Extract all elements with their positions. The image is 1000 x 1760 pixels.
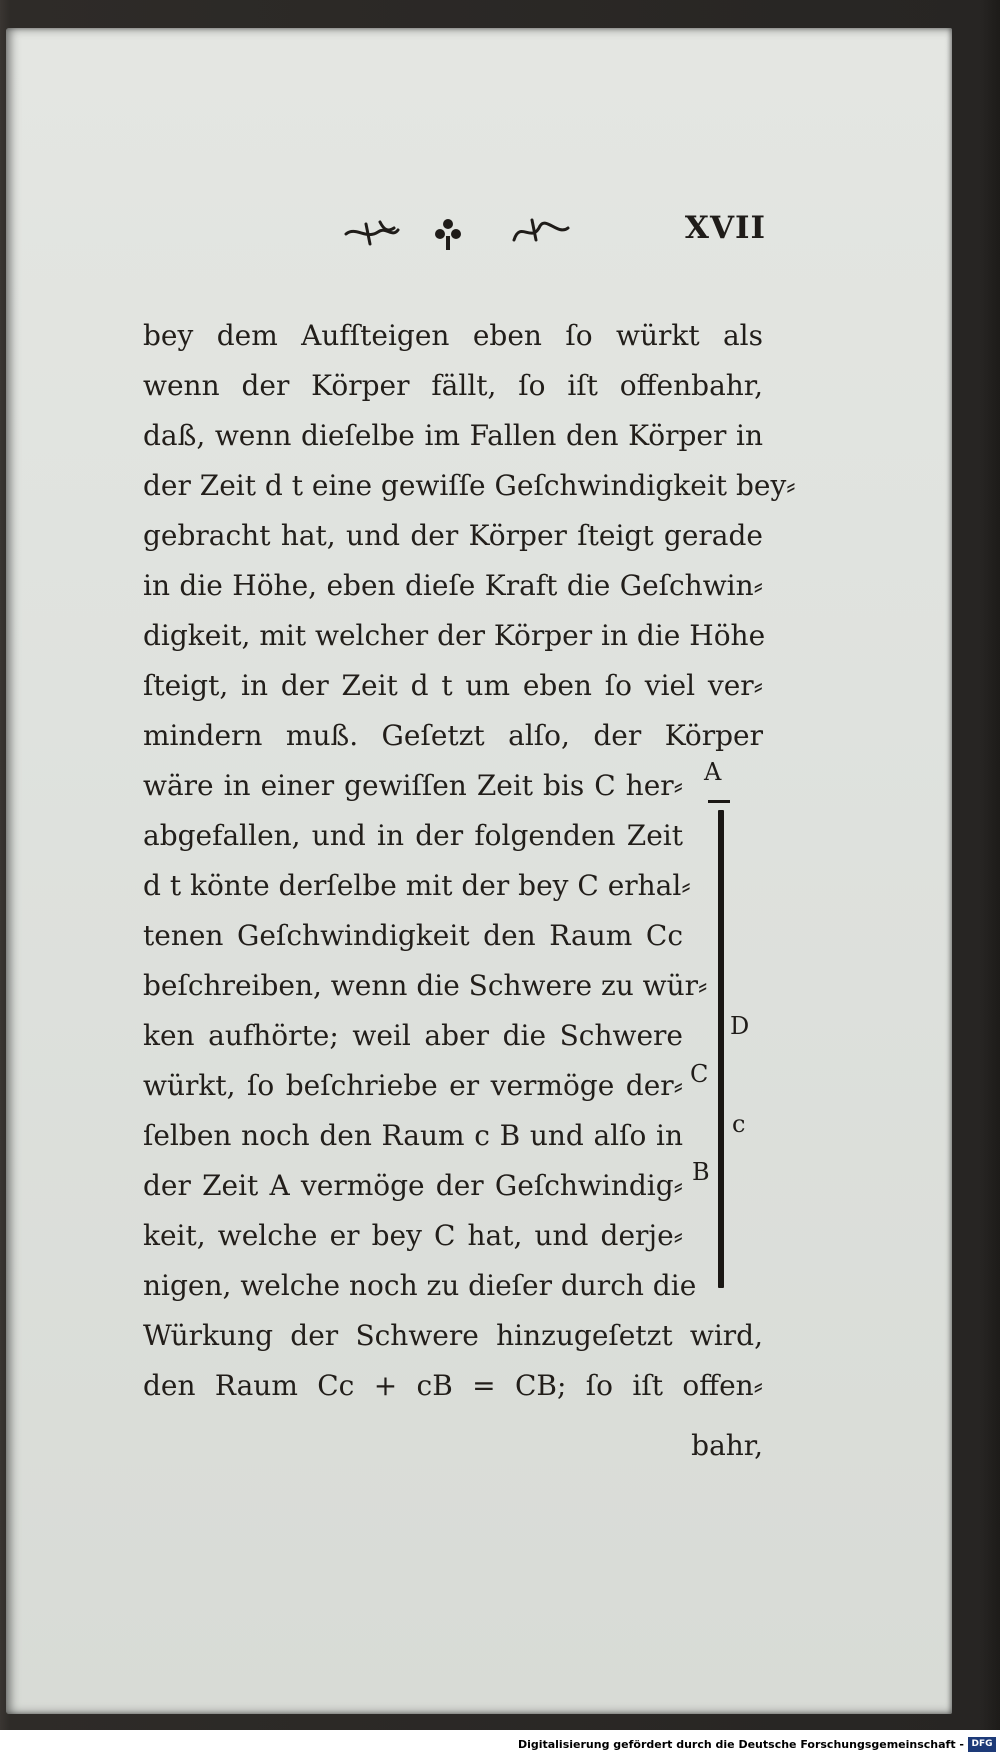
text-line: keit, welche er bey C hat, und derje⸗	[143, 1219, 683, 1252]
text-line: mindern muß. Geſetzt alſo, der Körper	[143, 719, 763, 752]
text-line: würkt, ſo beſchriebe er vermöge der⸗	[143, 1069, 683, 1102]
label-a: A	[704, 758, 722, 786]
label-c-lower: c	[732, 1110, 746, 1138]
page-header	[336, 206, 766, 262]
text-line: tenen Geſchwindigkeit den Raum Cc	[143, 919, 683, 952]
catchword: bahr,	[691, 1429, 763, 1462]
text-line: wenn der Körper fällt, ſo iſt offenbahr,	[143, 369, 763, 402]
text-line: in die Höhe, eben dieſe Kraft die Geſchwin⸗	[143, 569, 763, 602]
dfg-logo: DFG	[968, 1737, 996, 1752]
text-line: der Zeit A vermöge der Geſchwindig⸗	[143, 1169, 683, 1202]
text-line: daß, wenn dieſelbe im Fallen den Körper in	[143, 419, 763, 452]
text-line: Würkung der Schwere hinzugeſetzt wird,	[143, 1319, 763, 1352]
text-line: nigen, welche noch zu dieſer durch die	[143, 1269, 697, 1302]
book-page	[6, 28, 952, 1714]
text-line: der Zeit d t eine gewiſſe Geſchwindigkeit bey⸗	[143, 469, 796, 502]
text-line: bey dem Aufſteigen eben ſo würkt als	[143, 319, 763, 352]
page-number: XVII	[684, 210, 766, 246]
footer-credit: Digitalisierung gefördert durch die Deutsche Forschungsgemeinschaft -	[517, 1738, 964, 1751]
text-line: gebracht hat, und der Körper ſteigt gerade	[143, 519, 763, 552]
text-line: digkeit, mit welcher der Körper in die Höhe	[143, 619, 766, 652]
text-line: beſchreiben, wenn die Schwere zu wür⸗	[143, 969, 708, 1002]
text-line: ſelben noch den Raum c B und alſo in	[143, 1119, 683, 1152]
fall-diagram	[690, 758, 750, 1298]
vertical-line	[718, 810, 724, 1288]
floral-ornament-icon	[336, 210, 576, 254]
label-c-upper: C	[690, 1060, 709, 1088]
label-d: D	[730, 1012, 750, 1040]
digitization-footer	[0, 1730, 1000, 1760]
text-line: ken aufhörte; weil aber die Schwere	[143, 1019, 683, 1052]
label-b: B	[692, 1158, 710, 1186]
text-line: den Raum Cc + cB = CB; ſo iſt offen⸗	[143, 1369, 763, 1402]
text-line: ſteigt, in der Zeit d t um eben ſo viel ver⸗	[143, 669, 763, 702]
text-line: d t könte derſelbe mit der bey C erhal⸗	[143, 869, 691, 902]
top-tick	[708, 800, 730, 803]
text-line: wäre in einer gewiſſen Zeit bis C her⸗	[143, 769, 683, 802]
text-line: abgefallen, und in der folgenden Zeit	[143, 819, 683, 852]
